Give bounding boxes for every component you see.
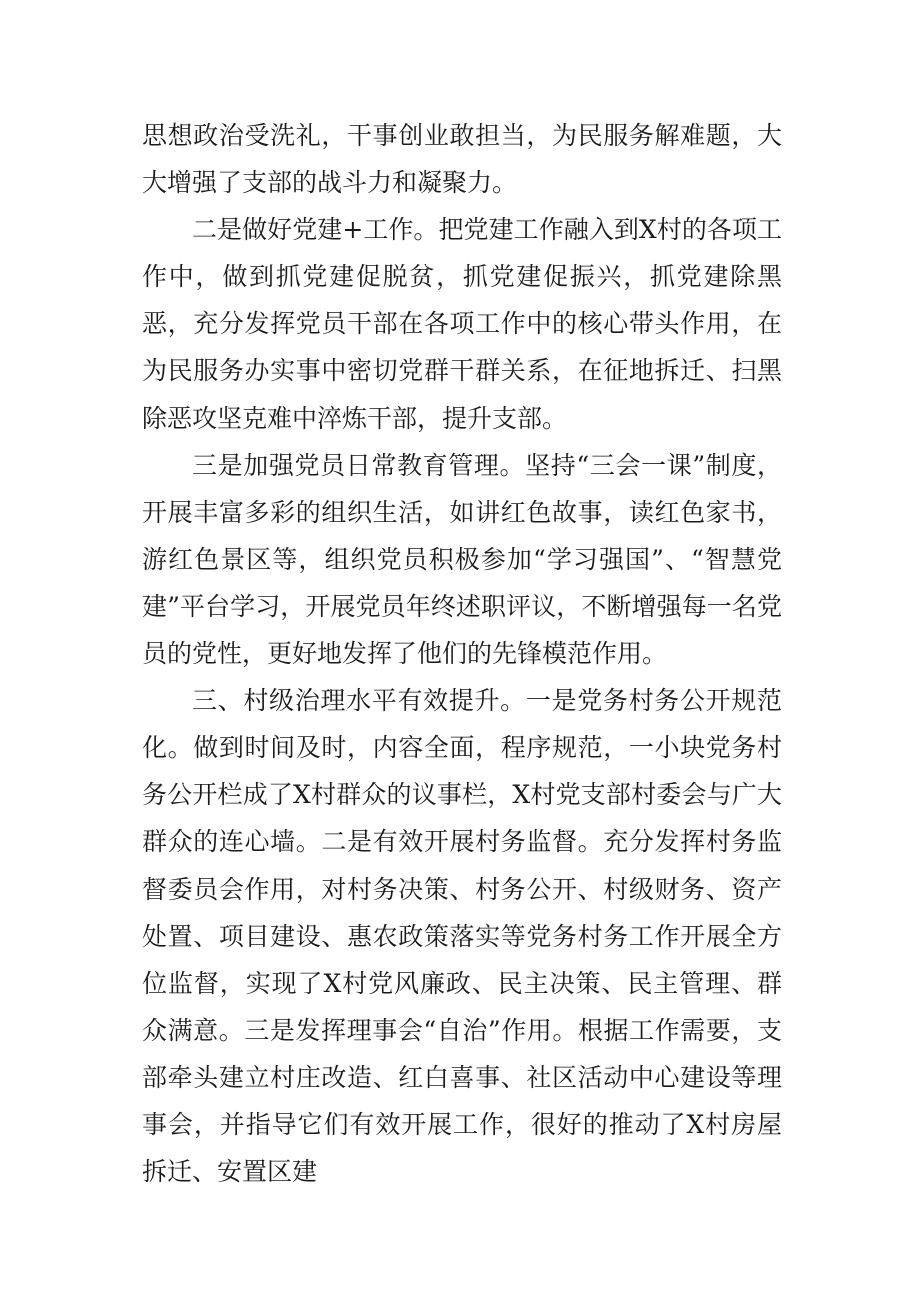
paragraph-party-building-work: 二是做好党建+工作。把党建工作融入到X村的各项工作中，做到抓党建促脱贫，抓党建促振兴，抓党建除黑恶，充分发挥党员干部在各项工作中的核心带头作用，在为民服务办实事中密切党群干群关系，在征地拆迁、扫黑除恶攻坚克难中淬炼干部，提升支部。 [142, 215, 782, 433]
paragraph-member-education: 三是加强党员日常教育管理。坚持“三会一课”制度，开展丰富多彩的组织生活，如讲红色故事，读红色家书，游红色景区等，组织党员积极参加“学习强国”、“智慧党建”平台学习，开展党员年终述职评议，不断增强每一名党员的党性，更好地发挥了他们的先锋模范作用。 [142, 450, 782, 669]
paragraph-village-governance: 三、村级治理水平有效提升。一是党务村务公开规范化。做到时间及时，内容全面，程序规范，一小块党务村务公开栏成了X村群众的议事栏，X村党支部村委会与广大群众的连心墙。二是有效开展村务监督。充分发挥村务监督委员会作用，对村务决策、村务公开、村级财务、资产处置、项目建设、惠农政策落实等党务村务工作开展全方位监督，实现了X村党风廉政、民主决策、民主管理、群众满意。三是发挥理事会“自治”作用。根据工作需要，支部牵头建立村庄改造、红白喜事、社区活动中心建设等理事会，并指导它们有效开展工作，很好的推动了X村房屋拆迁、安置区建 [142, 686, 782, 1187]
paragraph-continuation: 思想政治受洗礼，干事创业敢担当，为民服务解难题，大大增强了支部的战斗力和凝聚力。 [142, 121, 782, 198]
document-body [142, 112, 782, 1195]
